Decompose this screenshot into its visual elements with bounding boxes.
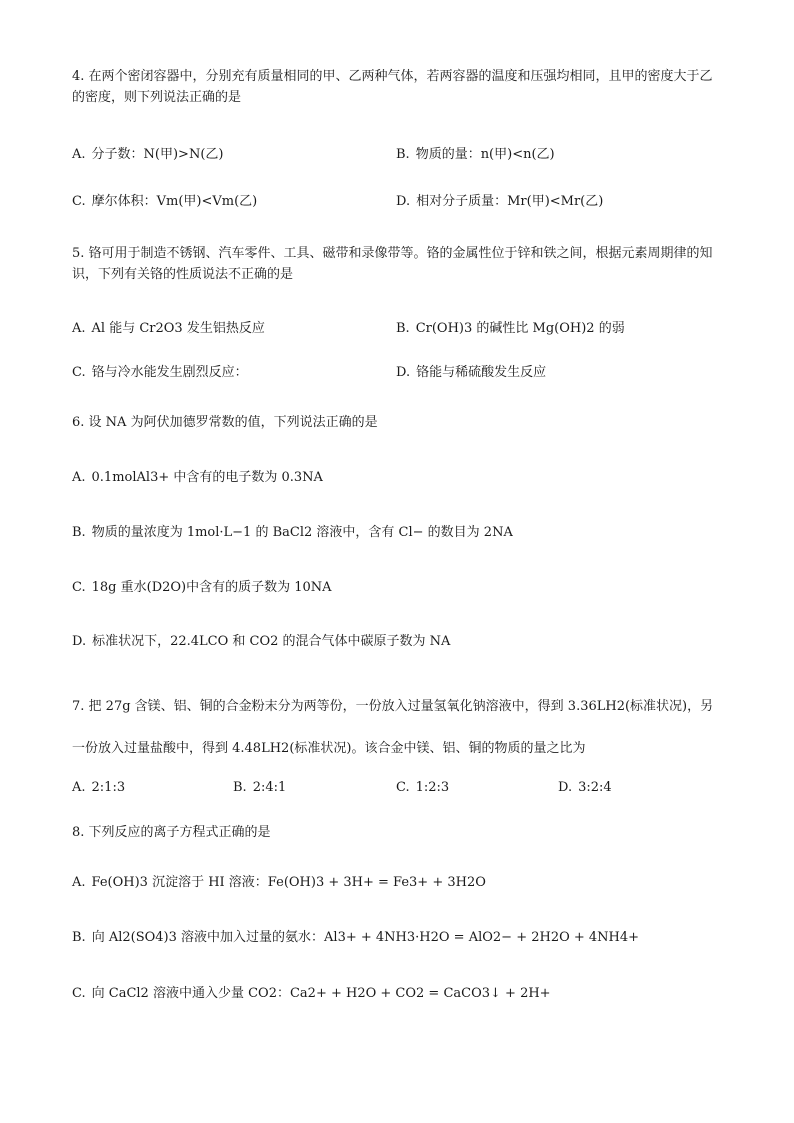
option-a: A. 分子数：N(甲)>N(乙) bbox=[72, 147, 224, 162]
option-d: D. 相对分子质量：Mr(甲)<Mr(乙) bbox=[396, 194, 604, 209]
option-a: A. Al 能与 Cr2O3 发生铝热反应 bbox=[72, 321, 265, 336]
question-6 bbox=[72, 412, 724, 433]
option-b: B. 物质的量：n(甲)<n(乙) bbox=[396, 147, 555, 162]
question-stem: 5. 铬可用于制造不锈钢、汽车零件、工具、磁带和录像带等。铬的金属性位于锌和铁之间，根据元素周期律的知识，下列有关铬的性质说法不正确的是 bbox=[72, 246, 713, 282]
option-a: A. 2:1:3 bbox=[72, 780, 126, 795]
option-d: D. 标准状况下，22.4LCO 和 CO2 的混合气体中碳原子数为 NA bbox=[72, 634, 451, 649]
question-stem: 6. 设 NA 为阿伏加德罗常数的值，下列说法正确的是 bbox=[72, 415, 378, 430]
option-c: C. 1:2:3 bbox=[396, 780, 450, 795]
option-a: A. 0.1molAl3+ 中含有的电子数为 0.3NA bbox=[72, 470, 323, 485]
question-5 bbox=[72, 243, 724, 285]
question-7 bbox=[72, 686, 724, 770]
option-c: C. 铬与冷水能发生剧烈反应： bbox=[72, 365, 248, 380]
question-4 bbox=[72, 66, 724, 108]
option-b: B. Cr(OH)3 的碱性比 Mg(OH)2 的弱 bbox=[396, 321, 625, 336]
question-8 bbox=[72, 822, 724, 843]
option-a: A. Fe(OH)3 沉淀溶于 HI 溶液：Fe(OH)3 + 3H+ = Fe3+ + 3H2O bbox=[72, 875, 486, 890]
option-c: C. 摩尔体积：Vm(甲)<Vm(乙) bbox=[72, 194, 258, 209]
option-c: C. 18g 重水(D2O)中含有的质子数为 10NA bbox=[72, 580, 332, 595]
question-stem: 4. 在两个密闭容器中，分别充有质量相同的甲、乙两种气体，若两容器的温度和压强均相同，且甲的密度大于乙的密度，则下列说法正确的是 bbox=[72, 69, 713, 105]
option-b: B. 2:4:1 bbox=[233, 780, 287, 795]
option-d: D. 3:2:4 bbox=[558, 780, 612, 795]
question-stem: 8. 下列反应的离子方程式正确的是 bbox=[72, 825, 271, 840]
option-b: B. 向 Al2(SO4)3 溶液中加入过量的氨水：Al3+ + 4NH3·H2O = AlO2− + 2H2O + 4NH4+ bbox=[72, 930, 640, 945]
option-b: B. 物质的量浓度为 1mol·L−1 的 BaCl2 溶液中，含有 Cl− 的数目为 2NA bbox=[72, 525, 513, 540]
option-c: C. 向 CaCl2 溶液中通入少量 CO2：Ca2+ + H2O + CO2 = CaCO3↓ + 2H+ bbox=[72, 986, 551, 1001]
option-d: D. 铬能与稀硫酸发生反应 bbox=[396, 365, 547, 380]
question-stem: 7. 把 27g 含镁、铝、铜的合金粉末分为两等份，一份放入过量氢氧化钠溶液中，得到 3.36LH2(标准状况)，另一份放入过量盐酸中，得到 4.48LH2(标准状况)。该合金中镁、铝、铜的物质的量之比为 bbox=[72, 699, 714, 756]
